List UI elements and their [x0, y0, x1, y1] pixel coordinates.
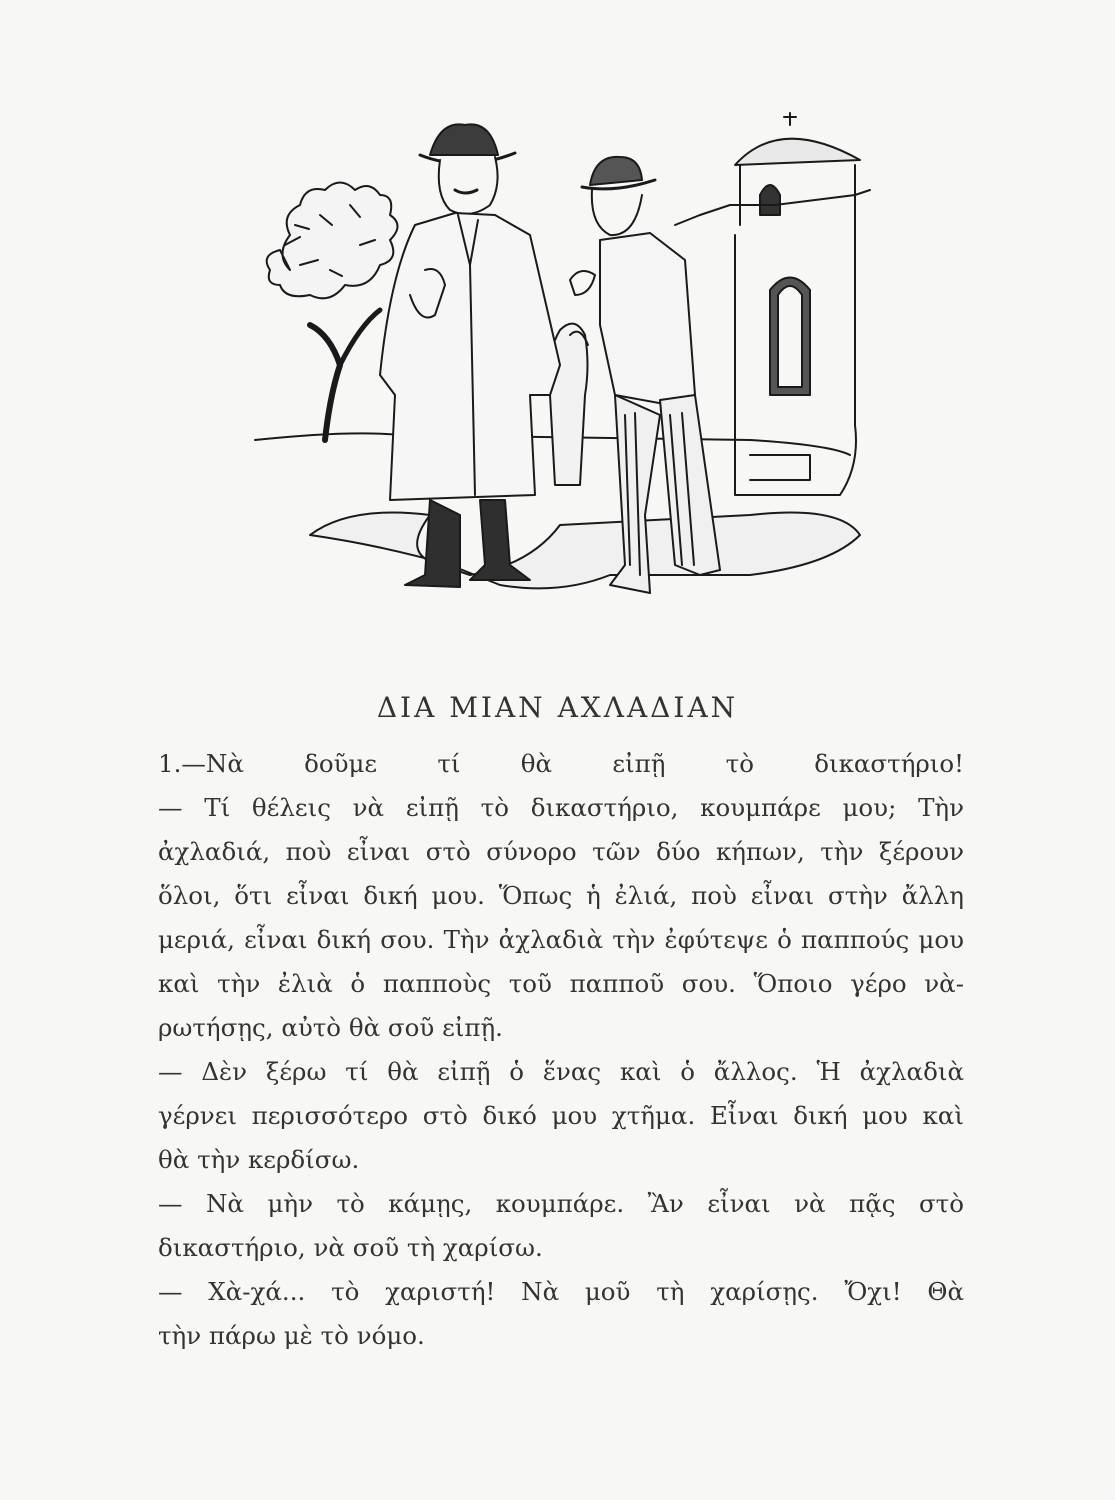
illustration-two-men-chapel — [230, 95, 890, 625]
text-line: δικαστήριο, νὰ σοῦ τὴ χαρίσω. — [158, 1233, 543, 1262]
text-line: — Τί θέλεις νὰ εἰπῇ τὸ δικαστήριο, κουμπάρε μου; Τὴν — [158, 793, 964, 822]
text-line: θὰ τὴν κερδίσω. — [158, 1145, 360, 1174]
story-text — [158, 742, 964, 1358]
text-line: ἀχλαδιά, ποὺ εἶναι στὸ σύνορο τῶν δύο κήπων, τὴν ξέρουν — [158, 837, 964, 866]
chapel — [675, 113, 870, 495]
text-line: καὶ τὴν ἐλιὰ ὁ παπποὺς τοῦ παπποῦ σου. Ὅποιο γέρο νὰ- — [158, 969, 964, 998]
text-line: 1.—Νὰ δοῦμε τί θὰ εἰπῇ τὸ δικαστήριο! — [158, 749, 964, 778]
ground-shadow — [310, 513, 860, 589]
text-line: τὴν πάρω μὲ τὸ νόμο. — [158, 1321, 425, 1350]
text-line: — Χὰ-χά... τὸ χαριστή! Νὰ μοῦ τὴ χαρίσῃς. Ὄχι! Θὰ — [158, 1277, 964, 1306]
story-title: ΔΙΑ ΜΙΑΝ ΑΧΛΑΔΙΑΝ — [376, 690, 739, 724]
text-line: ρωτήσῃς, αὐτὸ θὰ σοῦ εἰπῇ. — [158, 1013, 503, 1042]
text-line: μεριά, εἶναι δική σου. Τὴν ἀχλαδιὰ τὴν ἐφύτεψε ὁ παππούς μου — [158, 925, 964, 954]
text-line: γέρνει περισσότερο στὸ δικό μου χτῆμα. Εἶναι δική μου καὶ — [158, 1101, 964, 1130]
text-line: ὅλοι, ὅτι εἶναι δική μου. Ὅπως ἡ ἐλιά, ποὺ εἶναι στὴν ἄλλη — [158, 881, 964, 910]
text-line: — Δὲν ξέρω τί θὰ εἰπῇ ὁ ἕνας καὶ ὁ ἄλλος. Ἡ ἀχλαδιὰ — [158, 1057, 964, 1086]
text-line: — Νὰ μὴν τὸ κάμῃς, κουμπάρε. Ἂν εἶναι νὰ πᾷς στὸ — [158, 1189, 964, 1218]
olive-tree — [267, 183, 398, 441]
